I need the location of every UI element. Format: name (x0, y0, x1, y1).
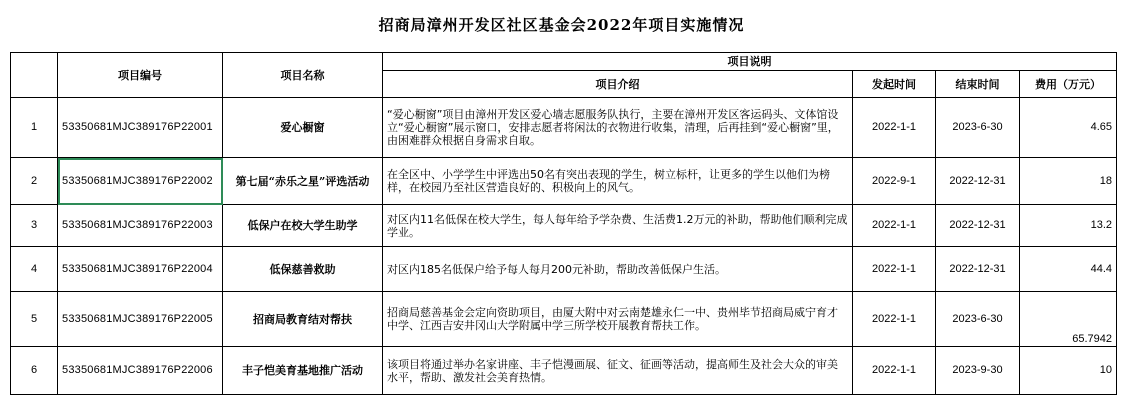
row-end[interactable]: 2022-12-31 (936, 247, 1020, 292)
row-code[interactable]: 53350681MJC389176P22003 (58, 205, 223, 247)
row-fee[interactable]: 18 (1020, 158, 1117, 205)
row-intro[interactable]: 招商局慈善基金会定向资助项目，由厦大附中对云南楚雄永仁一中、贵州毕节招商局威宁育才中学、江西吉安井冈山大学附属中学三所学校开展教育帮扶工作。 (383, 292, 853, 347)
row-name[interactable]: 低保户在校大学生助学 (223, 205, 383, 247)
row-end[interactable]: 2022-12-31 (936, 158, 1020, 205)
row-fee[interactable]: 65.7942 (1020, 292, 1117, 347)
table-row (11, 205, 1117, 247)
table-row (11, 247, 1117, 292)
row-fee[interactable]: 44.4 (1020, 247, 1117, 292)
table-row (11, 158, 1117, 205)
row-index[interactable]: 1 (11, 98, 58, 158)
row-code[interactable]: 53350681MJC389176P22004 (58, 247, 223, 292)
header-fee[interactable]: 费用（万元） (1020, 71, 1117, 98)
row-start[interactable]: 2022-1-1 (853, 205, 936, 247)
row-intro[interactable]: 对区内185名低保户给予每人每月200元补助，帮助改善低保户生活。 (383, 247, 853, 292)
header-end[interactable]: 结束时间 (936, 71, 1020, 98)
header-intro[interactable]: 项目介绍 (383, 71, 853, 98)
header-start[interactable]: 发起时间 (853, 71, 936, 98)
row-index[interactable]: 3 (11, 205, 58, 247)
table-row (11, 347, 1117, 395)
row-index[interactable]: 2 (11, 158, 58, 205)
document-title: 招商局漳州开发区社区基金会2022年项目实施情况 (378, 16, 745, 34)
row-intro[interactable]: “爱心橱窗”项目由漳州开发区爱心墙志愿服务队执行，主要在漳州开发区客运码头、文体馆设立“爱心橱窗”展示窗口，安排志愿者将闲汰的衣物进行收集，清理，后再挂到“爱心橱窗”里，由困难群众根据自身需求自取。 (383, 98, 853, 158)
row-fee[interactable]: 13.2 (1020, 205, 1117, 247)
header-name[interactable]: 项目名称 (223, 53, 383, 98)
row-intro[interactable]: 在全区中、小学学生中评选出50名有突出表现的学生，树立标杆，让更多的学生以他们为榜样，在校园乃至社区营造良好的、积极向上的风气。 (383, 158, 853, 205)
row-intro[interactable]: 对区内11名低保在校大学生，每人每年给予学杂费、生活费1.2万元的补助，帮助他们顺利完成学业。 (383, 205, 853, 247)
header-code[interactable]: 项目编号 (58, 53, 223, 98)
row-start[interactable]: 2022-9-1 (853, 158, 936, 205)
row-name[interactable]: 低保慈善救助 (223, 247, 383, 292)
project-table (10, 52, 1117, 395)
header-row-1 (11, 53, 1117, 71)
row-code[interactable]: 53350681MJC389176P22001 (58, 98, 223, 158)
header-desc-group[interactable]: 项目说明 (383, 53, 1117, 71)
row-start[interactable]: 2022-1-1 (853, 98, 936, 158)
row-index[interactable]: 4 (11, 247, 58, 292)
row-index[interactable]: 6 (11, 347, 58, 395)
row-start[interactable]: 2022-1-1 (853, 292, 936, 347)
header-index[interactable] (11, 53, 58, 98)
table-row (11, 292, 1117, 347)
row-end[interactable]: 2022-12-31 (936, 205, 1020, 247)
row-index[interactable]: 5 (11, 292, 58, 347)
row-fee[interactable]: 10 (1020, 347, 1117, 395)
row-code[interactable]: 53350681MJC389176P22005 (58, 292, 223, 347)
row-end[interactable]: 2023-6-30 (936, 98, 1020, 158)
row-name[interactable]: 爱心橱窗 (223, 98, 383, 158)
row-code-selected-cell[interactable]: 53350681MJC389176P22002 (58, 158, 223, 205)
row-end[interactable]: 2023-9-30 (936, 347, 1020, 395)
row-name[interactable]: 第七届“赤乐之星”评选活动 (223, 158, 383, 205)
row-start[interactable]: 2022-1-1 (853, 347, 936, 395)
row-start[interactable]: 2022-1-1 (853, 247, 936, 292)
row-intro[interactable]: 该项目将通过举办名家讲座、丰子恺漫画展、征文、征画等活动，提高师生及社会大众的审美水平，帮助、激发社会美育热情。 (383, 347, 853, 395)
row-end[interactable]: 2023-6-30 (936, 292, 1020, 347)
row-code[interactable]: 53350681MJC389176P22006 (58, 347, 223, 395)
row-fee[interactable]: 4.65 (1020, 98, 1117, 158)
row-name[interactable]: 招商局教育结对帮扶 (223, 292, 383, 347)
row-name[interactable]: 丰子恺美育基地推广活动 (223, 347, 383, 395)
table-row (11, 98, 1117, 158)
